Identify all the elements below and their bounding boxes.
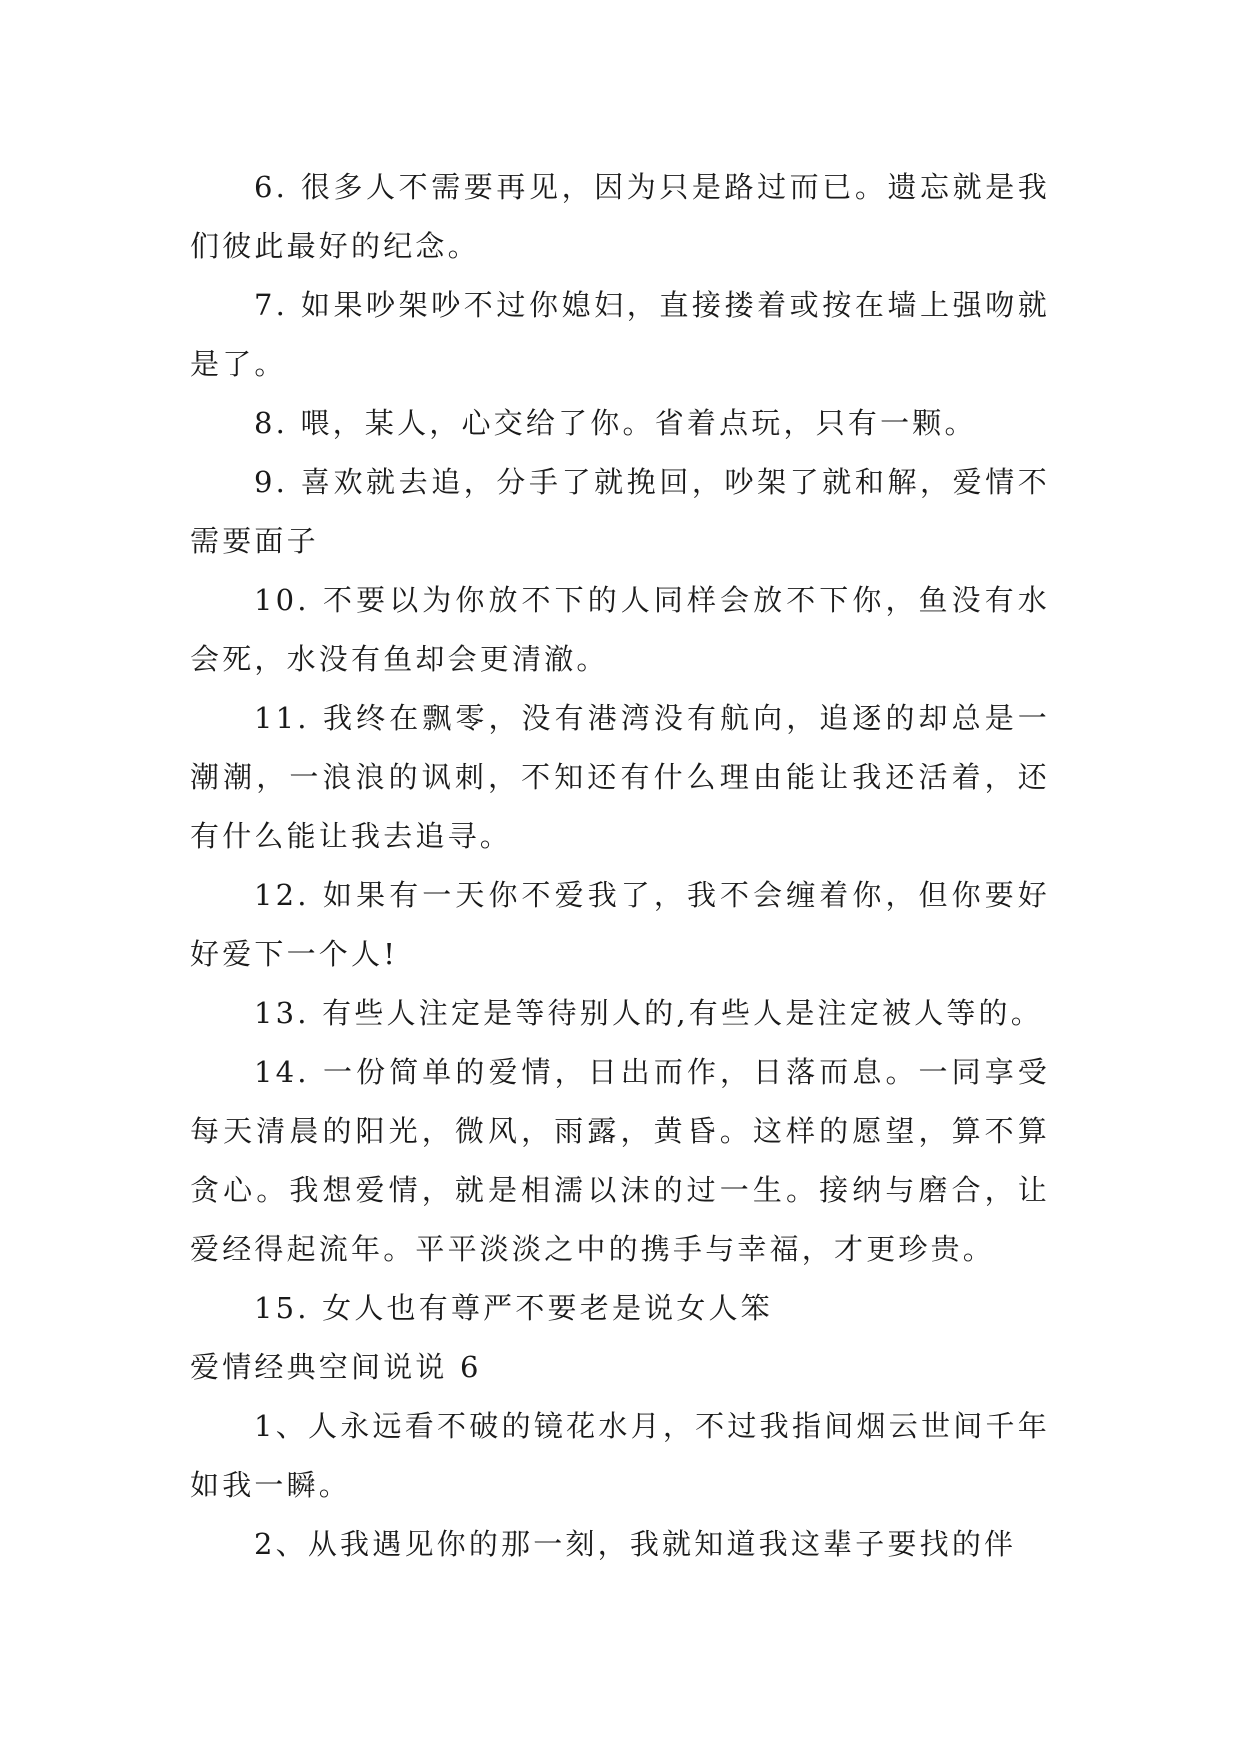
paragraph-8: 8. 喂，某人，心交给了你。省着点玩，只有一颗。 xyxy=(254,406,977,440)
paragraph-15: 15. 女人也有尊严不要老是说女人笨 xyxy=(254,1291,773,1325)
paragraph-10: 10. 不要以为你放不下的人同样会放不下你，鱼没有水会死，水没有鱼却会更清澈。 xyxy=(190,583,1050,676)
paragraph-14: 14. 一份简单的爱情，日出而作，日落而息。一同享受每天清晨的阳光，微风，雨露，黄昏。这样的愿望，算不算贪心。我想爱情，就是相濡以沫的过一生。接纳与磨合，让爱经得起流年。平平淡淡之中的携手与幸福，才更珍贵。 xyxy=(190,1055,1050,1266)
paragraph-9: 9. 喜欢就去追，分手了就挽回，吵架了就和解，爱情不需要面子 xyxy=(190,465,1050,558)
section-heading: 爱情经典空间说说 6 xyxy=(190,1350,482,1384)
paragraph-13: 13. 有些人注定是等待别人的,有些人是注定被人等的。 xyxy=(254,996,1043,1030)
paragraph-6: 6. 很多人不需要再见，因为只是路过而已。遗忘就是我们彼此最好的纪念。 xyxy=(190,170,1050,263)
paragraph-11: 11. 我终在飘零，没有港湾没有航向，追逐的却总是一潮潮，一浪浪的讽刺，不知还有什么理由能让我还活着，还有什么能让我去追寻。 xyxy=(190,701,1050,853)
paragraph-7: 7. 如果吵架吵不过你媳妇，直接搂着或按在墙上强吻就是了。 xyxy=(190,288,1050,381)
section-paragraph-2: 2、从我遇见你的那一刻，我就知道我这辈子要找的伴 xyxy=(254,1527,1017,1561)
paragraph-12: 12. 如果有一天你不爱我了，我不会缠着你，但你要好好爱下一个人! xyxy=(190,878,1050,971)
document-body xyxy=(190,158,1050,1574)
section-paragraph-1: 1、人永远看不破的镜花水月，不过我指间烟云世间千年如我一瞬。 xyxy=(190,1409,1050,1502)
